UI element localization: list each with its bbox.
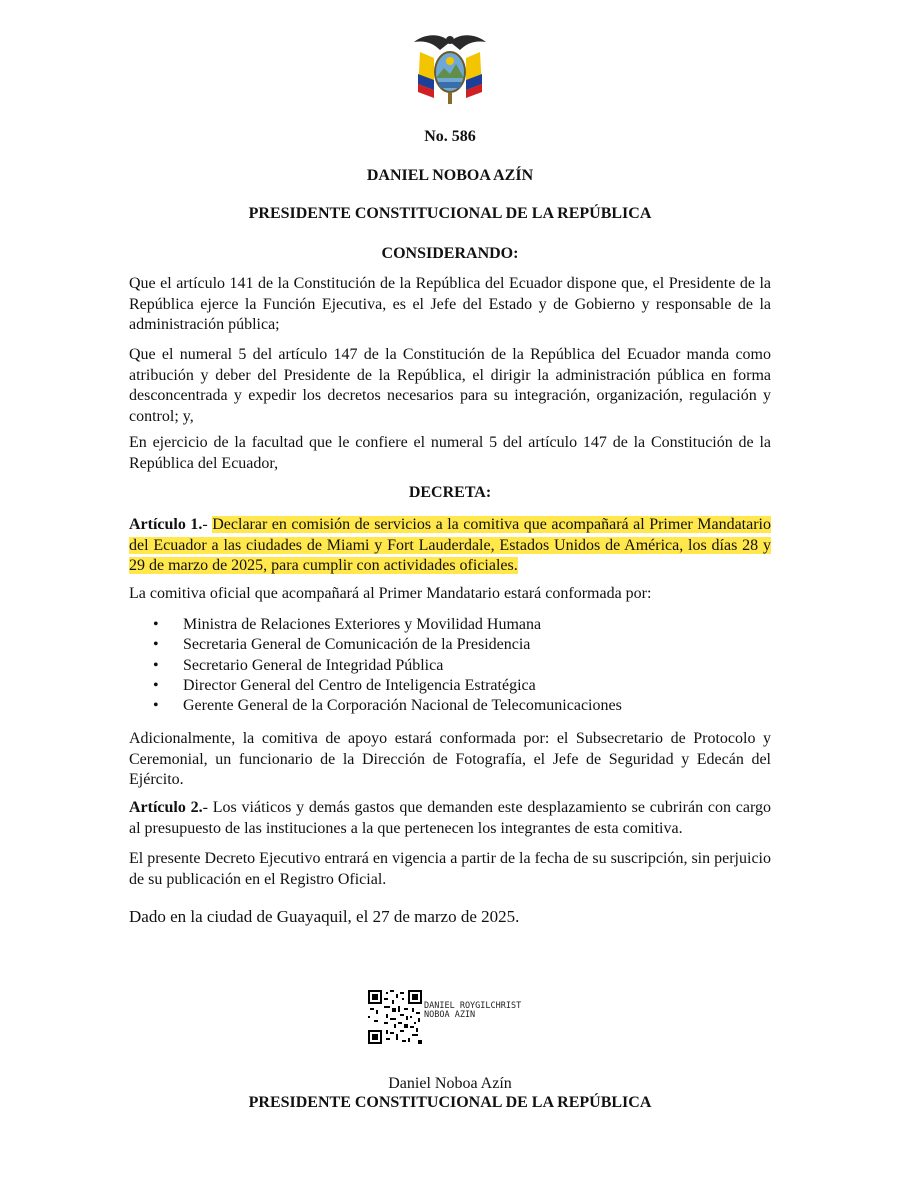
article-1-label: Artículo 1. <box>129 516 203 533</box>
bullet-icon: • <box>153 697 159 715</box>
consideration-paragraph: Que el numeral 5 del artículo 147 de la Constitución de la República del Ecuador manda como atribución y deber del Presidente de la República, el dirigir la administración pública en forma desconcentrada y expedir los decretos necesarios para su integración, organización, regulación y control; y, <box>129 346 771 425</box>
decree-number: No. 586 <box>424 128 476 145</box>
president-title: PRESIDENTE CONSTITUCIONAL DE LA REPÚBLICA <box>248 205 652 222</box>
coat-of-arms-icon <box>410 28 490 108</box>
list-item: • Secretario General de Integridad Pública <box>129 656 771 676</box>
qr-code-icon <box>368 990 422 1044</box>
list-item: • Director General del Centro de Inteligencia Estratégica <box>129 676 771 696</box>
considerando-heading: CONSIDERANDO: <box>381 245 519 262</box>
comitiva-intro: La comitiva oficial que acompañará al Primer Mandatario estará conformada por: <box>129 585 652 602</box>
article-1-separator: - <box>202 516 213 533</box>
article-2 <box>129 798 771 839</box>
date-place-line: Dado en la ciudad de Guayaquil, el 27 de marzo de 2025. <box>129 907 520 926</box>
validity-paragraph: El presente Decreto Ejecutivo entrará en vigencia a partir de la fecha de su suscripción, sin perjuicio de su publicación en el Registro Oficial. <box>129 850 771 888</box>
article-2-label: Artículo 2. <box>129 799 203 816</box>
members-list <box>129 615 771 716</box>
signer-title: PRESIDENTE CONSTITUCIONAL DE LA REPÚBLICA <box>248 1094 652 1111</box>
support-committee-paragraph: Adicionalmente, la comitiva de apoyo estará conformada por: el Subsecretario de Protocolo y Ceremonial, un funcionario de la Dirección de Fotografía, el Jefe de Seguridad y Edecán del Ejército. <box>129 730 771 788</box>
article-1-highlighted-text: Declarar en comisión de servicios a la comitiva que acompañará al Primer Mandatario del Ecuador a las ciudades de Miami y Fort Lauderdale, Estados Unidos de América, los días 28 y 29 de marzo de 2025, para cumplir con actividades oficiales. <box>129 516 772 574</box>
list-item: • Gerente General de la Corporación Nacional de Telecomunicaciones <box>129 696 771 716</box>
bullet-icon: • <box>153 616 159 633</box>
bullet-icon: • <box>153 676 159 694</box>
consideration-paragraph: En ejercicio de la facultad que le confiere el numeral 5 del artículo 147 de la Constitución de la República del Ecuador, <box>129 434 771 472</box>
decreta-heading: DECRETA: <box>408 484 492 501</box>
consideration-paragraph: Que el artículo 141 de la Constitución de la República del Ecuador dispone que, el Presidente de la República ejerce la Función Ejecutiva, es el Jefe del Estado y de Gobierno y responsable de la administración pública; <box>129 275 771 333</box>
signer-name: Daniel Noboa Azín <box>388 1075 512 1092</box>
list-item: • Secretaria General de Comunicación de la Presidencia <box>129 635 771 655</box>
bullet-icon: • <box>153 656 159 674</box>
bullet-icon: • <box>153 636 159 654</box>
article-1 <box>129 515 771 577</box>
president-name: DANIEL NOBOA AZÍN <box>366 167 534 184</box>
electronic-signature-text: DANIEL ROYGILCHRIST NOBOA AZIN <box>424 1001 522 1020</box>
article-2-text: - Los viáticos y demás gastos que demanden este desplazamiento se cubrirán con cargo al presupuesto de las instituciones a la que pertenecen los integrantes de esta comitiva. <box>129 799 771 837</box>
list-item: • Ministra de Relaciones Exteriores y Movilidad Humana <box>129 615 771 635</box>
